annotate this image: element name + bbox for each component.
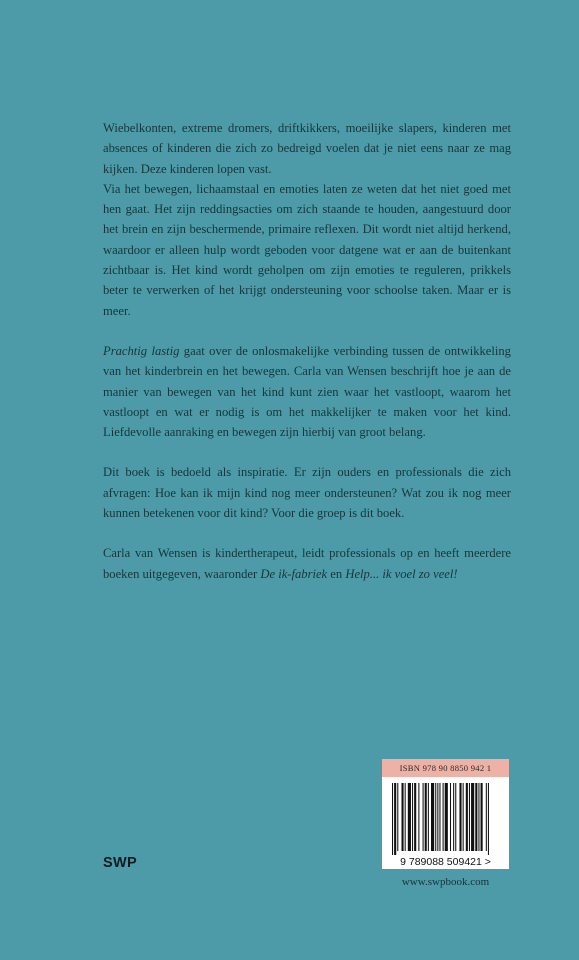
barcode [382,777,509,869]
barcode-bar [408,783,411,851]
barcode-bar [455,783,456,851]
barcode-bar [466,783,468,851]
barcode-bar [478,783,479,851]
barcode-bar [437,783,438,851]
barcode-bar [445,783,448,851]
barcode-digits: 9 789088 509421 > [400,856,491,868]
other-book-title-1: De ik-fabriek [260,566,328,581]
author-bio [103,543,511,584]
other-book-title-2: Help... ik voel zo veel! [345,566,458,581]
barcode-bar [414,783,416,851]
blurb-paragraph-2: Via het bewegen, lichaamstaal en emoties laten ze weten dat het niet goed met hen gaat. Het zijn reddingsacties om zich staande te houden, aangestuurd door het brein en zijn beschermende, primaire reflexen. Dit wordt niet altijd herkend, waardoor er alleen hulp wordt geboden voor datgene wat er aan de buitenkant zichtbaar is. Het kind wordt geholpen om zijn emoties te reguleren, prikkels beter te verwerken of het krijgt ondersteuning voor schoolse taken. Maar er is meer. [103,181,511,318]
barcode-bar [486,783,487,851]
book-title: Prachtig lastig [103,343,180,358]
barcode-bar [450,783,451,851]
barcode-bar [392,783,393,855]
blurb-paragraph-4: Dit boek is bedoeld als inspiratie. Er zijn ouders en professionals die zich afvragen: Hoe kan ik mijn kind nog meer ondersteunen? Wat zou ik nog meer kunnen betekenen voor dit kind? Voor die groep is dit boek. [103,465,511,521]
barcode-bar [431,783,434,851]
back-cover-blurb [103,118,511,584]
barcode-bar [425,783,427,851]
barcode-bar [469,783,470,851]
barcode-bar [481,783,483,851]
author-bio-conjunction: en [327,566,346,581]
barcode-bar [488,783,489,855]
barcode-bar [423,783,424,851]
barcode-bar [394,783,396,855]
barcode-bar [471,783,474,851]
barcode-bar [475,783,477,851]
publisher-logo: SWP [103,855,137,871]
isbn-label: ISBN 978 90 8850 942 1 [382,759,509,777]
barcode-bar [463,783,464,851]
blurb-paragraph-1: Wiebelkonten, extreme dromers, driftkikkers, moeilijke slapers, kinderen met absences of kinderen die zich zo bedreigd voelen dat je niet eens naar ze mag kijken. Deze kinderen lopen vast. [103,121,511,176]
barcode-bar [401,783,403,851]
barcode-bar [428,783,429,851]
barcode-bar [439,783,440,851]
barcode-bar [418,783,419,851]
blurb-paragraph-3 [103,341,511,442]
author-bio-text: Carla van Wensen is kindertherapeut, leidt professionals op en heeft meerdere boeken uitgegeven, waaronder [103,546,511,581]
barcode-bar [453,783,454,851]
blurb-paragraph-3-text: gaat over de onlosmakelijke verbinding tussen de ontwikkeling van het kinderbrein en het bewegen. Carla van Wensen beschrijft hoe je aan de manier van bewegen van het kind kunt zien waar het vastloopt, waarom het vastloopt en wat er nodig is om het makkelijker te maken voor het kind. Liefdevolle aanraking en bewegen zijn hierbij van groot belang. [103,343,511,440]
barcode-bar [435,783,436,851]
publisher-website: www.swpbook.com [401,876,490,888]
barcode-bar [405,783,406,851]
barcode-bar [459,783,461,851]
barcode-bar [412,783,413,851]
barcode-bar [443,783,444,851]
barcode-icon [382,777,509,869]
barcode-bar [397,783,398,851]
